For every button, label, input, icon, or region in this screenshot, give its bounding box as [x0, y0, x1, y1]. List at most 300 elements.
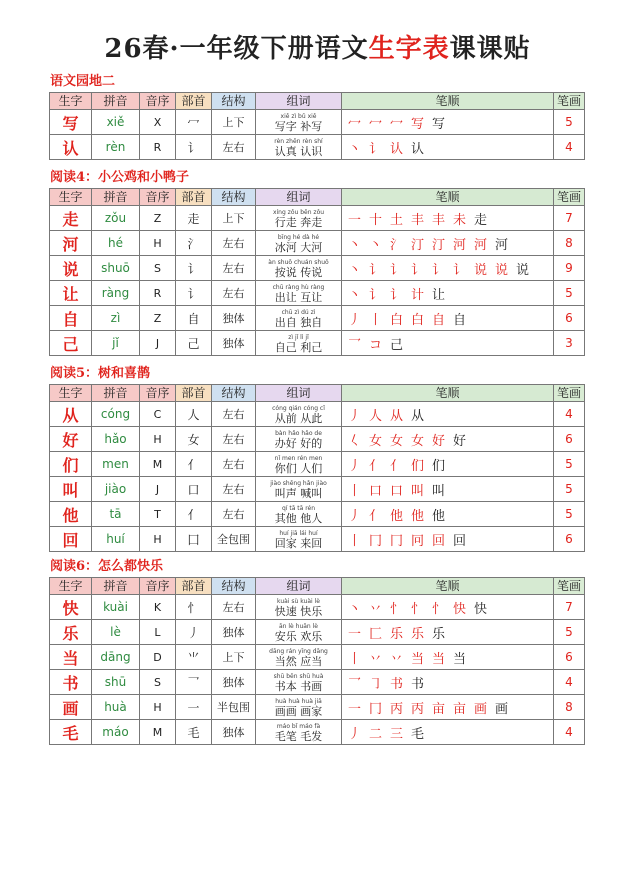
table-row [50, 695, 585, 720]
stroke-count-cell: 4 [554, 670, 585, 695]
initial-letter-cell: L [140, 620, 176, 645]
stroke-step: 书 [411, 676, 425, 692]
structure-cell: 左右 [212, 402, 256, 427]
stroke-count-cell: 9 [554, 256, 585, 281]
structure-cell: 独体 [212, 720, 256, 745]
stroke-step: 丨 [369, 312, 383, 328]
character-cell: 写 [50, 110, 92, 135]
stroke-step: 叫 [432, 483, 446, 499]
pinyin-cell: men [92, 452, 140, 477]
stroke-step: 讠 [369, 141, 383, 157]
table-row [50, 595, 585, 620]
initial-letter-cell: R [140, 135, 176, 160]
stroke-count-cell: 6 [554, 427, 585, 452]
table-row [50, 452, 585, 477]
word-cell [256, 645, 342, 670]
stroke-count-cell: 4 [554, 720, 585, 745]
stroke-step: 河 [474, 237, 488, 253]
section-title: 阅读4：小公鸡和小鸭子 [50, 170, 190, 185]
stroke-order-cell [342, 281, 554, 306]
stroke-step: 亻 [390, 458, 404, 474]
stroke-count-cell: 3 [554, 331, 585, 356]
stroke-step: 走 [474, 212, 488, 228]
stroke-order-cell [342, 477, 554, 502]
structure-cell: 上下 [212, 110, 256, 135]
table-row [50, 427, 585, 452]
word-text: 办好 好的 [274, 436, 323, 450]
initial-letter-cell: H [140, 527, 176, 552]
structure-cell: 上下 [212, 206, 256, 231]
structure-cell: 左右 [212, 595, 256, 620]
word-pinyin: cóng qián cóng cǐ [272, 404, 325, 412]
stroke-step: 冋 [411, 533, 425, 549]
header-yinxu: 音序 [140, 93, 176, 110]
radical-cell: 囗 [176, 527, 212, 552]
pinyin-cell: hé [92, 231, 140, 256]
stroke-step: 三 [390, 726, 404, 742]
stroke-step: 认 [411, 141, 425, 157]
character-cell: 毛 [50, 720, 92, 745]
stroke-order-cell [342, 645, 554, 670]
pinyin-cell: shū [92, 670, 140, 695]
section-title: 阅读6：怎么都快乐 [50, 559, 164, 574]
character-cell: 快 [50, 595, 92, 620]
word-cell [256, 331, 342, 356]
pinyin-cell: shuō [92, 256, 140, 281]
stroke-order-cell [342, 695, 554, 720]
stroke-step: 冂 [390, 533, 404, 549]
stroke-count-cell: 6 [554, 306, 585, 331]
stroke-step: 快 [474, 601, 488, 617]
word-pinyin: chū ràng hù ràng [272, 283, 325, 291]
stroke-step: 丿 [348, 312, 362, 328]
character-cell: 叫 [50, 477, 92, 502]
table-row [50, 135, 585, 160]
word-cell [256, 110, 342, 135]
radical-cell: 亻 [176, 452, 212, 477]
stroke-step: 写 [432, 116, 446, 132]
table-row [50, 477, 585, 502]
pinyin-cell: jǐ [92, 331, 140, 356]
stroke-step: 亩 [432, 701, 446, 717]
radical-cell: 氵 [176, 231, 212, 256]
character-cell: 书 [50, 670, 92, 695]
structure-cell: 左右 [212, 135, 256, 160]
stroke-step: 好 [432, 433, 446, 449]
word-text: 按说 传说 [274, 265, 323, 279]
stroke-step: 口 [369, 483, 383, 499]
word-pinyin: nǐ men rén men [274, 454, 323, 462]
word-pinyin: bīng hé dà hé [277, 233, 320, 241]
header-bihua: 笔画 [554, 93, 585, 110]
page-title: 26春·一年级下册语文生字表课课贴 [104, 34, 531, 64]
word-pinyin: kuài sù kuài lè [277, 597, 320, 605]
header-bihua: 笔画 [554, 189, 585, 206]
header-bushou: 部首 [176, 93, 212, 110]
word-cell [256, 452, 342, 477]
word-cell [256, 670, 342, 695]
stroke-step: 白 [390, 312, 404, 328]
structure-cell: 上下 [212, 645, 256, 670]
stroke-step: 当 [453, 651, 467, 667]
stroke-step: コ [369, 337, 383, 353]
character-cell: 好 [50, 427, 92, 452]
stroke-step: 他 [390, 508, 404, 524]
stroke-step: 亩 [453, 701, 467, 717]
stroke-step: 丶 [348, 262, 362, 278]
stroke-order-cell [342, 135, 554, 160]
stroke-step: 冖 [369, 116, 383, 132]
header-bishun: 笔顺 [342, 578, 554, 595]
character-cell: 让 [50, 281, 92, 306]
stroke-step: ㇆ [369, 676, 383, 692]
stroke-order-cell [342, 306, 554, 331]
stroke-step: 丷 [390, 651, 404, 667]
header-yinxu: 音序 [140, 189, 176, 206]
stroke-step: 丰 [411, 212, 425, 228]
structure-cell: 独体 [212, 331, 256, 356]
table-header-row [50, 189, 585, 206]
initial-letter-cell: H [140, 427, 176, 452]
header-bishun: 笔顺 [342, 93, 554, 110]
word-cell [256, 720, 342, 745]
word-cell [256, 306, 342, 331]
stroke-step: 说 [495, 262, 509, 278]
stroke-step: 丶 [348, 237, 362, 253]
lesson-section [49, 168, 584, 356]
stroke-step: 丙 [411, 701, 425, 717]
stroke-step: 丰 [432, 212, 446, 228]
radical-cell: 毛 [176, 720, 212, 745]
stroke-order-cell [342, 452, 554, 477]
header-zuci: 组词 [256, 385, 342, 402]
stroke-order-cell [342, 595, 554, 620]
stroke-step: 丶 [348, 287, 362, 303]
stroke-step: 丨 [348, 651, 362, 667]
word-text: 从前 从此 [274, 411, 323, 425]
stroke-count-cell: 6 [554, 645, 585, 670]
table-row [50, 256, 585, 281]
stroke-step: 丶 [369, 237, 383, 253]
stroke-order-cell [342, 402, 554, 427]
word-cell [256, 695, 342, 720]
word-cell [256, 206, 342, 231]
word-cell [256, 527, 342, 552]
stroke-order-cell [342, 720, 554, 745]
stroke-step: 叫 [411, 483, 425, 499]
initial-letter-cell: X [140, 110, 176, 135]
header-zuci: 组词 [256, 93, 342, 110]
table-row [50, 281, 585, 306]
stroke-step: 画 [495, 701, 509, 717]
radical-cell: 一 [176, 695, 212, 720]
character-cell: 画 [50, 695, 92, 720]
pinyin-cell: máo [92, 720, 140, 745]
character-cell: 己 [50, 331, 92, 356]
stroke-step: 乐 [432, 626, 446, 642]
word-cell [256, 281, 342, 306]
word-pinyin: bàn hǎo hǎo de [275, 429, 322, 437]
pinyin-cell: zǒu [92, 206, 140, 231]
stroke-step: 画 [474, 701, 488, 717]
stroke-step: 氵 [390, 237, 404, 253]
initial-letter-cell: T [140, 502, 176, 527]
stroke-step: 丷 [369, 651, 383, 667]
table-header-row [50, 385, 585, 402]
table-row [50, 720, 585, 745]
character-cell: 乐 [50, 620, 92, 645]
header-yinxu: 音序 [140, 385, 176, 402]
stroke-step: 忄 [432, 601, 446, 617]
stroke-count-cell: 4 [554, 402, 585, 427]
stroke-step: 土 [390, 212, 404, 228]
stroke-step: 一 [348, 212, 362, 228]
stroke-step: 一 [348, 626, 362, 642]
stroke-step: 冖 [348, 116, 362, 132]
stroke-step: 丶 [348, 601, 362, 617]
word-pinyin: qí tā tā rén [281, 504, 316, 512]
initial-letter-cell: C [140, 402, 176, 427]
stroke-step: 计 [411, 287, 425, 303]
header-bushou: 部首 [176, 189, 212, 206]
lesson-section [49, 72, 584, 160]
initial-letter-cell: J [140, 477, 176, 502]
stroke-count-cell: 7 [554, 206, 585, 231]
structure-cell: 左右 [212, 477, 256, 502]
radical-cell: 讠 [176, 256, 212, 281]
table-row [50, 670, 585, 695]
header-zuci: 组词 [256, 578, 342, 595]
header-pinyin: 拼音 [92, 93, 140, 110]
header-jiegou: 结构 [212, 189, 256, 206]
stroke-step: 十 [369, 212, 383, 228]
stroke-step: 河 [495, 237, 509, 253]
structure-cell: 左右 [212, 231, 256, 256]
word-text: 叫声 喊叫 [274, 486, 323, 500]
stroke-step: 冖 [390, 116, 404, 132]
stroke-step: 快 [453, 601, 467, 617]
section-title: 语文园地二 [50, 74, 116, 89]
stroke-order-cell [342, 256, 554, 281]
stroke-step: 讠 [369, 287, 383, 303]
table-row [50, 206, 585, 231]
pinyin-cell: ràng [92, 281, 140, 306]
character-cell: 回 [50, 527, 92, 552]
pinyin-cell: rèn [92, 135, 140, 160]
stroke-step: 人 [369, 408, 383, 424]
stroke-step: 他 [432, 508, 446, 524]
initial-letter-cell: S [140, 670, 176, 695]
header-pinyin: 拼音 [92, 189, 140, 206]
stroke-step: 写 [411, 116, 425, 132]
word-pinyin: huà huà huà jiā [275, 697, 322, 705]
stroke-order-cell [342, 427, 554, 452]
radical-cell: 亻 [176, 502, 212, 527]
stroke-step: 亻 [369, 508, 383, 524]
stroke-step: 让 [432, 287, 446, 303]
stroke-order-cell [342, 502, 554, 527]
character-table [49, 188, 585, 356]
stroke-step: 口 [390, 483, 404, 499]
stroke-step: 丶 [348, 141, 362, 157]
initial-letter-cell: J [140, 331, 176, 356]
stroke-step: 女 [369, 433, 383, 449]
radical-cell: 忄 [176, 595, 212, 620]
word-text: 行走 奔走 [274, 215, 323, 229]
pinyin-cell: zì [92, 306, 140, 331]
stroke-step: 乛 [348, 676, 362, 692]
initial-letter-cell: R [140, 281, 176, 306]
stroke-order-cell [342, 527, 554, 552]
stroke-count-cell: 8 [554, 695, 585, 720]
pinyin-cell: dāng [92, 645, 140, 670]
stroke-step: 回 [432, 533, 446, 549]
word-pinyin: dāng rán yīng dāng [269, 647, 328, 655]
header-jiegou: 结构 [212, 385, 256, 402]
stroke-step: 未 [453, 212, 467, 228]
radical-cell: ⺌ [176, 645, 212, 670]
word-cell [256, 402, 342, 427]
stroke-step: 从 [390, 408, 404, 424]
radical-cell: 讠 [176, 135, 212, 160]
word-pinyin: chū zì dú zì [281, 308, 316, 316]
stroke-order-cell [342, 620, 554, 645]
header-jiegou: 结构 [212, 93, 256, 110]
character-cell: 河 [50, 231, 92, 256]
word-pinyin: jiào shēng hǎn jiào [270, 479, 327, 487]
word-pinyin: zì jǐ lì jǐ [288, 333, 309, 341]
radical-cell: 走 [176, 206, 212, 231]
character-cell: 从 [50, 402, 92, 427]
table-row [50, 502, 585, 527]
structure-cell: 左右 [212, 281, 256, 306]
word-cell [256, 135, 342, 160]
word-text: 画画 画家 [274, 704, 323, 718]
table-row [50, 527, 585, 552]
stroke-step: 乐 [390, 626, 404, 642]
word-text: 你们 人们 [274, 461, 323, 475]
table-header-row [50, 93, 585, 110]
stroke-order-cell [342, 670, 554, 695]
header-bishun: 笔顺 [342, 189, 554, 206]
structure-cell: 独体 [212, 620, 256, 645]
word-cell [256, 231, 342, 256]
stroke-step: 白 [411, 312, 425, 328]
stroke-step: 汀 [432, 237, 446, 253]
stroke-step: 从 [411, 408, 425, 424]
character-cell: 他 [50, 502, 92, 527]
stroke-step: 丿 [348, 408, 362, 424]
word-text: 认真 认识 [274, 144, 323, 158]
initial-letter-cell: H [140, 231, 176, 256]
word-pinyin: ān lè huān lè [278, 622, 318, 630]
stroke-step: 自 [453, 312, 467, 328]
stroke-step: 𡿨 [348, 433, 362, 449]
stroke-step: 一 [348, 701, 362, 717]
stroke-step: 他 [411, 508, 425, 524]
stroke-step: 讠 [390, 262, 404, 278]
word-pinyin: xiě zì bǔ xiě [280, 112, 317, 120]
table-row [50, 645, 585, 670]
header-zi: 生字 [50, 189, 92, 206]
word-text: 书本 书画 [274, 679, 323, 693]
stroke-step: 毛 [411, 726, 425, 742]
word-pinyin: máo bǐ máo fà [276, 722, 321, 730]
pinyin-cell: hǎo [92, 427, 140, 452]
word-text: 其他 他人 [274, 511, 323, 525]
word-cell [256, 620, 342, 645]
word-text: 毛笔 毛发 [274, 729, 323, 743]
character-table [49, 577, 585, 745]
stroke-step: 丷 [369, 601, 383, 617]
stroke-step: 女 [411, 433, 425, 449]
word-pinyin: xíng zǒu bēn zǒu [272, 208, 325, 216]
radical-cell: 讠 [176, 281, 212, 306]
table-row [50, 306, 585, 331]
pinyin-cell: jiào [92, 477, 140, 502]
stroke-step: 讠 [453, 262, 467, 278]
table-header-row [50, 578, 585, 595]
word-text: 写字 补写 [274, 119, 323, 133]
header-bishun: 笔顺 [342, 385, 554, 402]
initial-letter-cell: K [140, 595, 176, 620]
pinyin-cell: xiě [92, 110, 140, 135]
stroke-step: 亻 [369, 458, 383, 474]
word-pinyin: àn shuō chuán shuō [268, 258, 329, 266]
stroke-order-cell [342, 110, 554, 135]
stroke-step: 讠 [369, 262, 383, 278]
word-text: 安乐 欢乐 [274, 629, 323, 643]
stroke-order-cell [342, 331, 554, 356]
header-zi: 生字 [50, 578, 92, 595]
stroke-step: 河 [453, 237, 467, 253]
stroke-count-cell: 7 [554, 595, 585, 620]
radical-cell: 丿 [176, 620, 212, 645]
stroke-step: 汀 [411, 237, 425, 253]
word-cell [256, 595, 342, 620]
stroke-step: 忄 [390, 601, 404, 617]
pinyin-cell: cóng [92, 402, 140, 427]
header-bushou: 部首 [176, 578, 212, 595]
stroke-count-cell: 5 [554, 452, 585, 477]
stroke-step: 讠 [432, 262, 446, 278]
header-yinxu: 音序 [140, 578, 176, 595]
stroke-step: 丨 [348, 483, 362, 499]
character-cell: 们 [50, 452, 92, 477]
stroke-count-cell: 4 [554, 135, 585, 160]
word-text: 出自 独自 [274, 315, 323, 329]
word-text: 回家 来回 [274, 536, 323, 550]
stroke-step: 自 [432, 312, 446, 328]
stroke-step: 丿 [348, 726, 362, 742]
initial-letter-cell: H [140, 695, 176, 720]
stroke-count-cell: 5 [554, 477, 585, 502]
structure-cell: 独体 [212, 670, 256, 695]
radical-cell: 冖 [176, 110, 212, 135]
header-zuci: 组词 [256, 189, 342, 206]
header-jiegou: 结构 [212, 578, 256, 595]
stroke-count-cell: 6 [554, 527, 585, 552]
structure-cell: 左右 [212, 502, 256, 527]
word-cell [256, 502, 342, 527]
stroke-step: 讠 [411, 262, 425, 278]
initial-letter-cell: M [140, 720, 176, 745]
header-bushou: 部首 [176, 385, 212, 402]
initial-letter-cell: D [140, 645, 176, 670]
word-cell [256, 427, 342, 452]
header-pinyin: 拼音 [92, 578, 140, 595]
stroke-count-cell: 8 [554, 231, 585, 256]
